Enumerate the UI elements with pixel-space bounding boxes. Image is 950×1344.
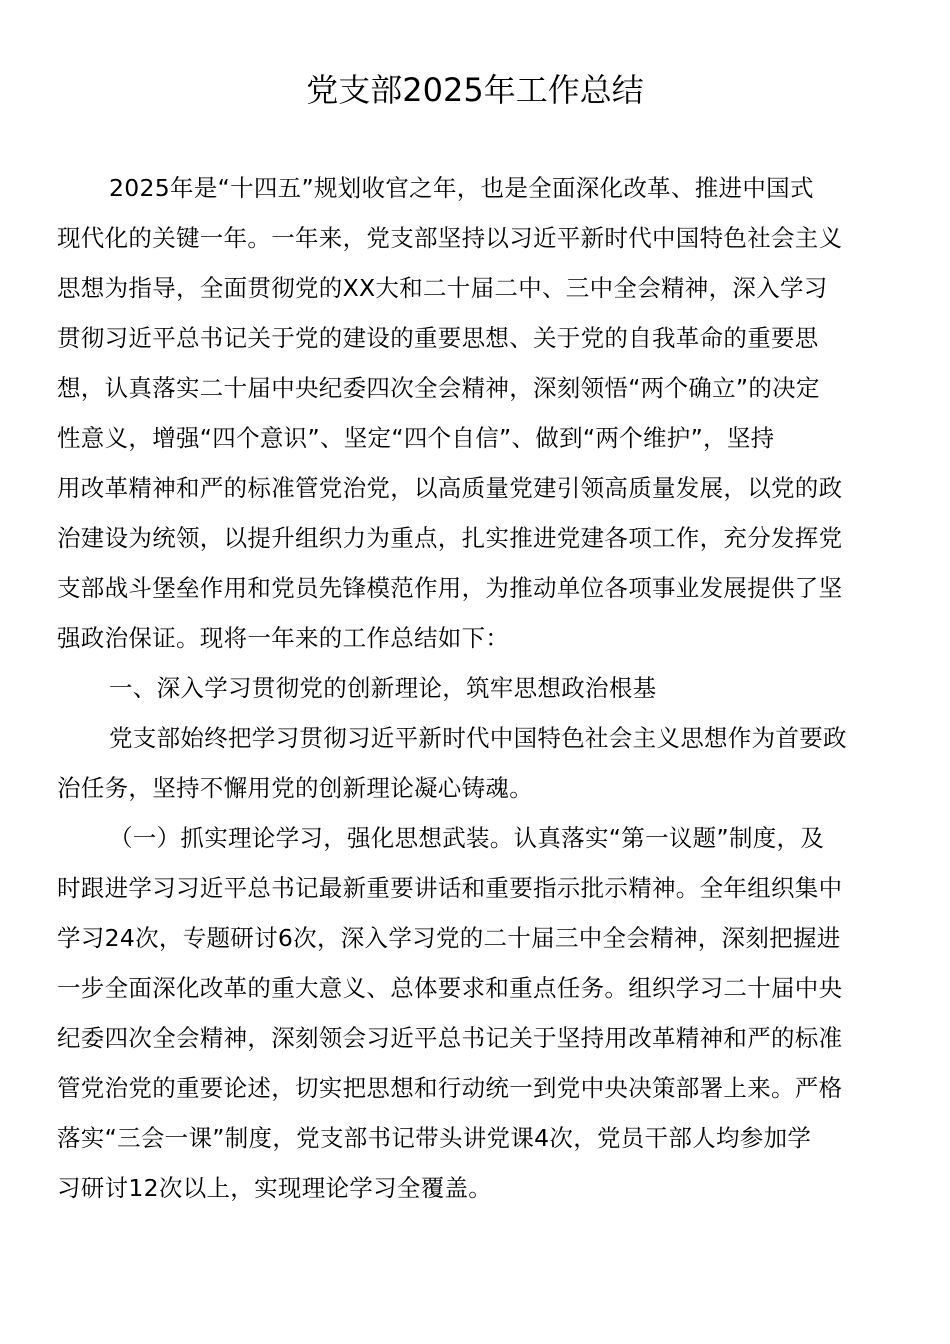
paragraph-section1-line-1: 党支部始终把学习贯彻习近平新时代中国特色社会主义思想作为首要政 xyxy=(109,724,847,752)
paragraph-subsection1-line-3: 学习24次，专题研讨6次，深入学习党的二十届三中全会精神，深刻把握进 xyxy=(57,924,841,952)
paragraph-subsection1-line-5: 纪委四次全会精神，深刻领会习近平总书记关于坚持用改革精神和严的标准 xyxy=(57,1024,843,1052)
paragraph-intro-line-7: 用改革精神和严的标准管党治党，以高质量党建引领高质量发展，以党的政 xyxy=(57,474,843,502)
paragraph-subsection1-line-4: 一步全面深化改革的重大意义、总体要求和重点任务。组织学习二十届中央 xyxy=(57,974,843,1002)
paragraph-subsection1-line-8: 习研讨12次以上，实现理论学习全覆盖。 xyxy=(57,1174,493,1202)
paragraph-subsection1-line-7: 落实“三会一课”制度，党支部书记带头讲党课4次，党员干部人均参加学 xyxy=(57,1124,812,1152)
paragraph-intro-line-1: 2025年是“十四五”规划收官之年，也是全面深化改革、推进中国式 xyxy=(109,174,814,202)
paragraph-section1-line-2: 治任务，坚持不懈用党的创新理论凝心铸魂。 xyxy=(57,774,533,802)
paragraph-subsection1-line-1: （一）抓实理论学习，强化思想武装。认真落实“第一议题”制度，及 xyxy=(109,824,825,852)
paragraph-intro-line-9: 支部战斗堡垒作用和党员先锋模范作用，为推动单位各项事业发展提供了坚 xyxy=(57,574,843,602)
paragraph-intro-line-10: 强政治保证。现将一年来的工作总结如下： xyxy=(57,624,510,652)
paragraph-subsection1-line-6: 管党治党的重要论述，切实把思想和行动统一到党中央决策部署上来。严格 xyxy=(57,1074,843,1102)
paragraph-intro-line-8: 治建设为统领，以提升组织力为重点，扎实推进党建各项工作，充分发挥党 xyxy=(57,524,843,552)
section-heading-1: 一、深入学习贯彻党的创新理论，筑牢思想政治根基 xyxy=(109,674,657,702)
paragraph-intro-line-2: 现代化的关键一年。一年来，党支部坚持以习近平新时代中国特色社会主义 xyxy=(57,224,843,252)
paragraph-intro-line-4: 贯彻习近平总书记关于党的建设的重要思想、关于党的自我革命的重要思 xyxy=(57,324,819,352)
document-title: 党支部2025年工作总结 xyxy=(306,71,644,109)
document-body xyxy=(57,163,897,1213)
paragraph-intro-line-3: 思想为指导，全面贯彻党的XX大和二十届二中、三中全会精神，深入学习 xyxy=(57,274,828,302)
paragraph-intro-line-5: 想，认真落实二十届中央纪委四次全会精神，深刻领悟“两个确立”的决定 xyxy=(57,374,820,402)
paragraph-subsection1-line-2: 时跟进学习习近平总书记最新重要讲话和重要指示批示精神。全年组织集中 xyxy=(57,874,843,902)
paragraph-intro-line-6: 性意义，增强“四个意识”、坚定“四个自信”、做到“两个维护”，坚持 xyxy=(57,424,775,452)
